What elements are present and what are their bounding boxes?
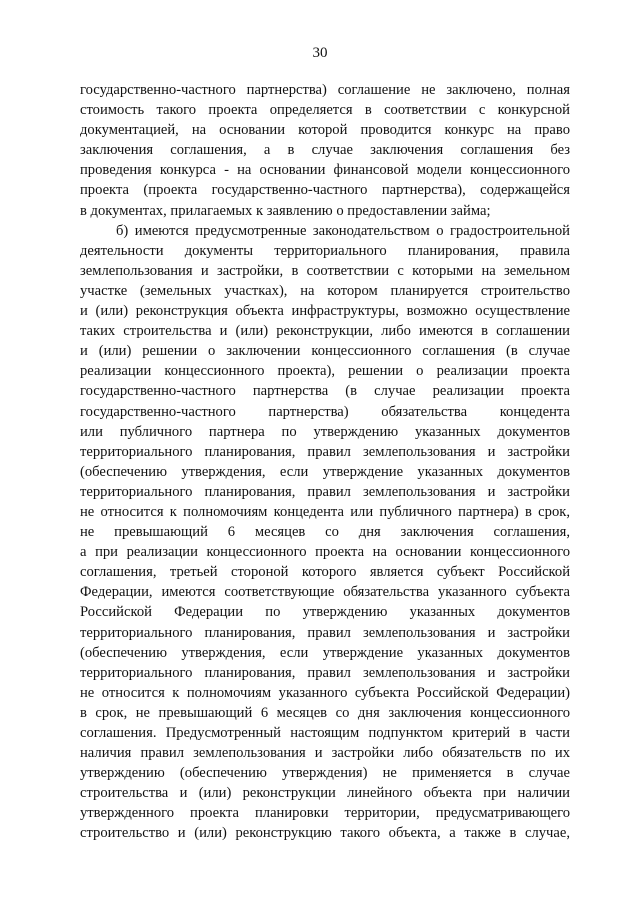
text-line: и (или) решении о заключении концессионного соглашения (в случае xyxy=(80,343,570,360)
text-line: наличия правил землепользования и застройки либо обязательств по их xyxy=(80,745,570,762)
text-line: строительства и (или) реконструкции линейного объекта при наличии xyxy=(80,785,570,802)
text-line: или публичного партнера по утверждению указанных документов xyxy=(80,423,570,440)
text-line: стоимость такого проекта определяется в соответствии с конкурсной xyxy=(80,102,570,119)
text-line: документацией, на основании которой проводится конкурс на право xyxy=(80,122,570,139)
page-number: 30 xyxy=(312,45,328,61)
text-line: заключения соглашения, а в случае заключения соглашения без xyxy=(80,142,570,159)
body-text xyxy=(80,80,570,844)
text-line: территориального планирования, правил землепользования и застройки xyxy=(80,483,570,500)
text-line: соглашения. Предусмотренный настоящим подпунктом критерий в части xyxy=(80,725,570,741)
text-line: утвержденного проекта планировки территории, предусматривающего xyxy=(80,805,570,822)
text-line: государственно-частного партнерства) обязательства концедента xyxy=(80,403,570,420)
text-line: Российской Федерации по утверждению указанных документов xyxy=(80,604,570,621)
text-line: (обеспечению утверждения, если утверждение указанных документов xyxy=(80,463,570,480)
text-line: территориального планирования, правил землепользования и застройки xyxy=(80,664,570,681)
text-line: проекта (проекта государственно-частного партнерства), содержащейся xyxy=(80,182,570,199)
text-line: а при реализации концессионного проекта на основании концессионного xyxy=(80,544,570,561)
text-line: государственно-частного партнерства) соглашение не заключено, полная xyxy=(80,82,570,98)
text-line: не превышающий 6 месяцев со дня заключения соглашения, xyxy=(80,524,570,541)
text-line: утверждению (обеспечению утверждения) не применяется в случае xyxy=(80,765,570,782)
text-line: участке (земельных участках), на котором планируется строительство xyxy=(80,282,570,299)
text-line: проведения конкурса - на основании финансовой модели концессионного xyxy=(80,162,570,179)
text-line: и (или) реконструкция объекта инфраструктуры, возможно осуществление xyxy=(80,303,570,320)
text-line: строительство и (или) реконструкцию такого объекта, а также в случае, xyxy=(80,825,570,842)
text-line: соглашения, третьей стороной которого является субъект Российской xyxy=(80,564,570,581)
text-line: в срок, не превышающий 6 месяцев со дня заключения концессионного xyxy=(80,704,570,721)
text-line: территориального планирования, правил землепользования и застройки xyxy=(80,624,570,641)
text-line: государственно-частного партнерства (в случае реализации проекта xyxy=(80,383,570,400)
text-line: в документах, прилагаемых к заявлению о предоставлении займа; xyxy=(80,202,491,219)
paragraph-first-line: б) имеются предусмотренные законодательством о градостроительной xyxy=(116,222,570,239)
text-line: не относится к полномочиям концедента или публичного партнера) в срок, xyxy=(80,503,570,520)
text-line: территориального планирования, правил землепользования и застройки xyxy=(80,443,570,460)
text-line: таких строительства и (или) реконструкции, либо имеются в соглашении xyxy=(80,323,570,340)
text-line: (обеспечению утверждения, если утверждение указанных документов xyxy=(80,644,570,661)
text-line: Федерации, имеются соответствующие обязательства указанного субъекта xyxy=(80,584,570,601)
text-line: землепользования и застройки, в соответствии с которыми на земельном xyxy=(80,262,570,279)
text-line: деятельности документы территориального планирования, правила xyxy=(80,242,570,259)
text-line: реализации концессионного проекта), решении о реализации проекта xyxy=(80,363,570,380)
text-line: не относится к полномочиям указанного субъекта Российской Федерации) xyxy=(80,684,570,701)
